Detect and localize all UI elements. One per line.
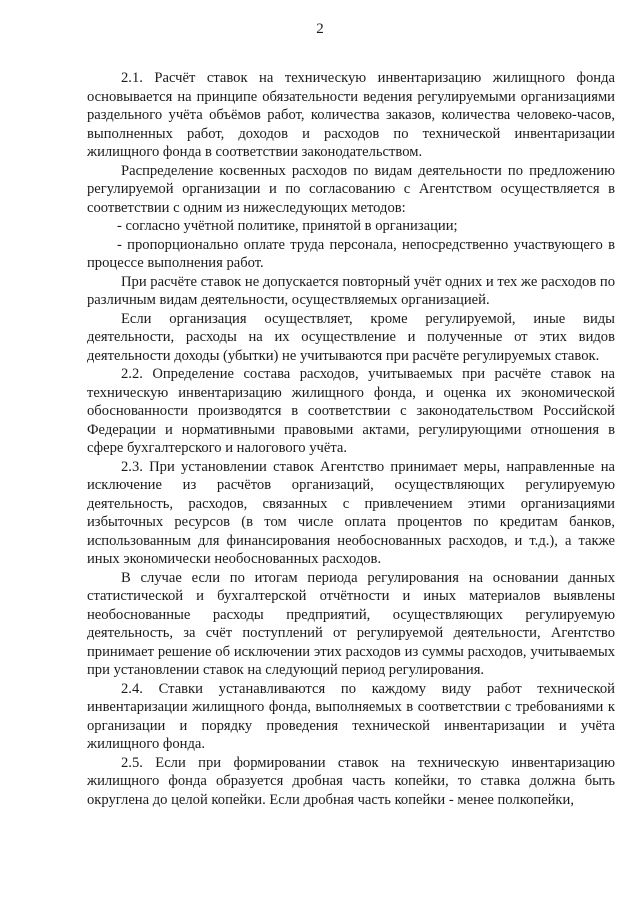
paragraph-other-activities: Если организация осуществляет, кроме регулируемой, иные виды деятельности, расходы на их осуществление и полученные от этих видов деятельности доходы (убытки) не учитываются при расчёте регулируемых ставок. bbox=[87, 310, 615, 364]
paragraph-2-3: 2.3. При установлении ставок Агентство принимает меры, направленные на исключение из расчётов организаций, осуществляющих регулируемую деятельность, расходов, связанных с привлечением этими организациями избыточных ресурсов (в том числе оплата процентов по кредитам банков, использованным для финансирования необоснованных расходов, и т.д.), а также иных экономически необоснованных расходов. bbox=[87, 458, 615, 567]
paragraph-2-2: 2.2. Определение состава расходов, учитываемых при расчёте ставок на техническую инвентаризацию жилищного фонда, и оценка их экономической обоснованности производятся в соответствии с законодательством Российской Федерации и нормативными правовыми актами, регулирующими отношения в сфере бухгалтерского и налогового учёта. bbox=[87, 366, 615, 456]
list-item-proportional-pay: - пропорционально оплате труда персонала, непосредственно участвующего в процессе выполнения работ. bbox=[87, 236, 615, 271]
paragraph-2-4: 2.4. Ставки устанавливаются по каждому виду работ технической инвентаризации жилищного фонда, выполняемых в соответствии с требованиями к организации и порядку проведения технической инвентаризации и учёта жилищного фонда. bbox=[87, 680, 615, 752]
paragraph-2-5: 2.5. Если при формировании ставок на техническую инвентаризацию жилищного фонда образуется дробная часть копейки, то ставка должна быть округлена до целой копейки. Если дробная часть копейки - менее полкопейки, bbox=[87, 754, 615, 808]
paragraph-unjustified-expenses: В случае если по итогам периода регулирования на основании данных статистической и бухгалтерской отчётности и иных материалов выявлены необоснованные расходы предприятий, осуществляющих регулируемую деятельность, за счёт поступлений от регулируемой деятельности, Агентство принимает решение об исключении этих расходов из суммы расходов, учитываемых при установлении ставок на следующий период регулирования. bbox=[87, 569, 615, 678]
list-item-accounting-policy: - согласно учётной политике, принятой в организации; bbox=[117, 218, 458, 234]
paragraph-2-1: 2.1. Расчёт ставок на техническую инвентаризацию жилищного фонда основывается на принципе обязательности ведения регулируемыми организациями раздельного учёта объёмов работ, количества заказов, количества человеко-часов, выполненных работ, доходов и расходов по технической инвентаризации жилищного фонда в соответствии законодательством. bbox=[87, 70, 615, 160]
document-body bbox=[87, 69, 615, 809]
paragraph-cost-distribution: Распределение косвенных расходов по видам деятельности по предложению регулируемой организации и по согласованию с Агентством осуществляется в соответствии с одним из нижеследующих методов: bbox=[87, 162, 615, 216]
paragraph-no-double-count: При расчёте ставок не допускается повторный учёт одних и тех же расходов по различным видам деятельности, осуществляемых организацией. bbox=[87, 273, 615, 308]
page-number: 2 bbox=[316, 21, 324, 37]
